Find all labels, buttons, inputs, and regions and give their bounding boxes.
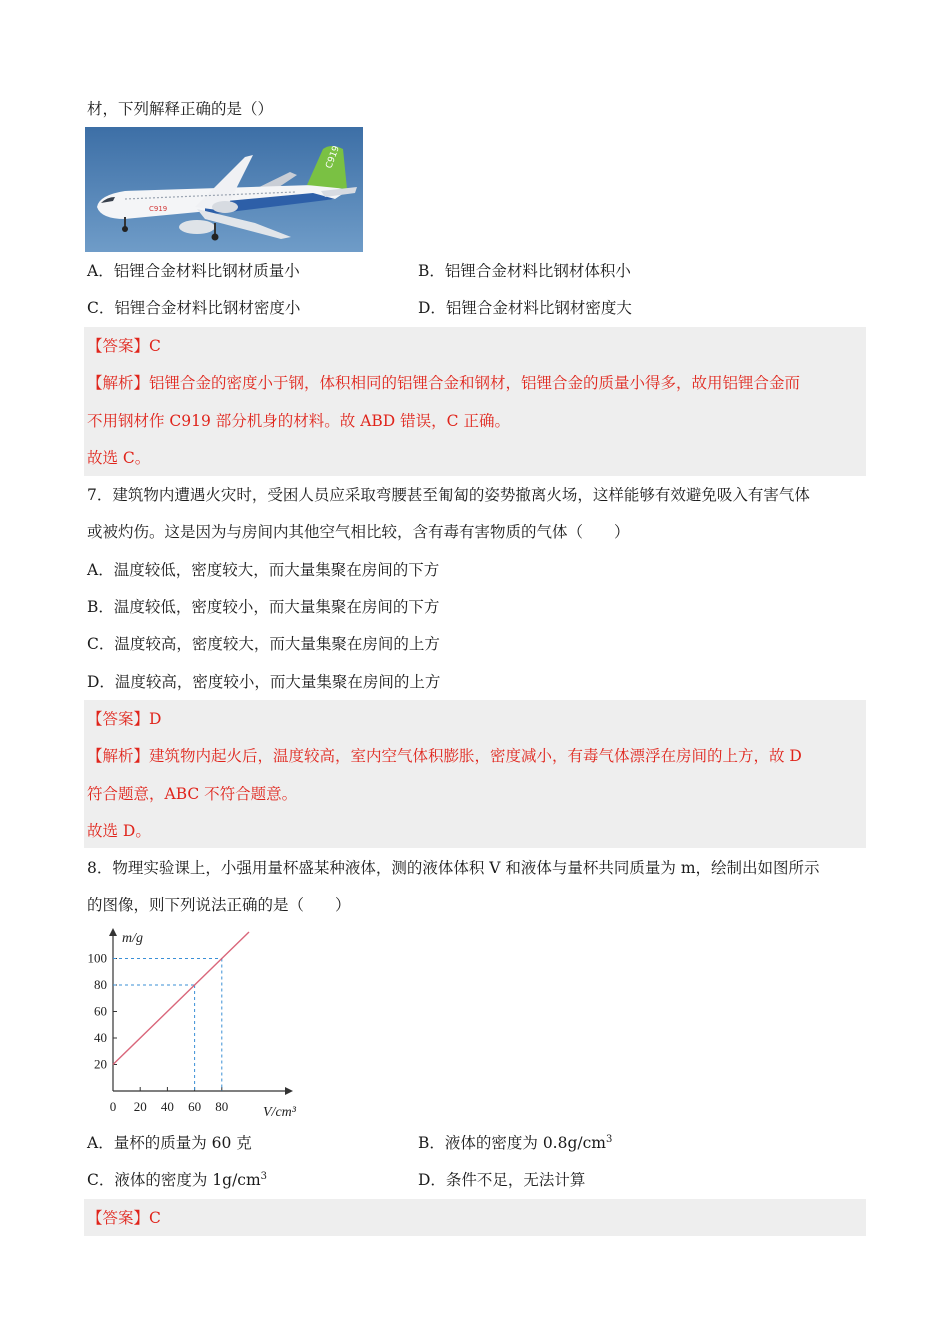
q7-option-b[interactable]: B．温度较低，密度较小，而大量集聚在房间的下方 — [87, 598, 440, 616]
q7-stem-line-1: 7．建筑物内遭遇火灾时，受困人员应采取弯腰甚至匍匐的姿势撤离火场，这样能够有效避免吸入有害气体 — [87, 486, 810, 504]
q7-answer-box — [84, 700, 866, 848]
q7-option-a[interactable]: A．温度较低，密度较大，而大量集聚在房间的下方 — [87, 561, 440, 579]
q6-analysis-line-2: 不用钢材作 C919 部分机身的材料。故 ABD 错误，C 正确。 — [87, 412, 510, 430]
y-axis-label: m/g — [122, 931, 143, 946]
q7-analysis-line-2: 符合题意，ABC 不符合题意。 — [87, 785, 298, 803]
y-tick-label: 80 — [94, 977, 107, 992]
q6-option-a[interactable]: A．铝锂合金材料比钢材质量小 — [87, 262, 300, 280]
x-tick-label: 0 — [109, 1099, 117, 1114]
y-tick-label: 40 — [94, 1030, 107, 1045]
y-tick-label: 60 — [94, 1003, 107, 1019]
y-tick-label: 20 — [94, 1056, 107, 1072]
y-tick-label: 100 — [87, 950, 107, 966]
q8-answer: 【答案】C — [87, 1209, 161, 1227]
q6-option-c[interactable]: C．铝锂合金材料比钢材密度小 — [87, 299, 301, 317]
q8-stem-line-1: 8．物理实验课上，小强用量杯盛某种液体，测的液体体积 V 和液体与量杯共同质量为 m，绘制出如图所示 — [87, 859, 820, 877]
q7-option-c[interactable]: C．温度较高，密度较大，而大量集聚在房间的上方 — [87, 635, 440, 653]
q8-option-d[interactable]: D．条件不足，无法计算 — [418, 1171, 586, 1189]
q6-option-b[interactable]: B．铝锂合金材料比钢材体积小 — [418, 262, 631, 280]
q6-answer-box — [84, 327, 866, 476]
q6-conclusion: 故选 C。 — [87, 449, 151, 467]
q6-stem-tail: 材，下列解释正确的是（） — [87, 100, 274, 118]
q8-stem-line-2: 的图像，则下列说法正确的是（ ） — [87, 896, 351, 914]
x-tick-label: 60 — [188, 1099, 202, 1114]
x-tick-label: 80 — [215, 1099, 229, 1114]
series-line — [113, 932, 249, 1065]
x-axis-arrow — [285, 1087, 293, 1095]
q8-option-b-text: B．液体的密度为 0.8g/cm — [418, 1134, 606, 1152]
q6-option-d[interactable]: D．铝锂合金材料比钢材密度大 — [418, 299, 632, 317]
q8-option-b[interactable] — [418, 1132, 612, 1154]
x-tick-label: 20 — [133, 1099, 147, 1114]
q8-option-c[interactable] — [87, 1169, 267, 1191]
q8-option-c-text: C．液体的密度为 1g/cm — [87, 1171, 261, 1189]
q8-option-a[interactable]: A．量杯的质量为 60 克 — [87, 1134, 252, 1152]
q8-option-b-sup: 3 — [606, 1133, 613, 1145]
x-axis-label: V/cm³ — [263, 1105, 296, 1120]
q7-option-d[interactable]: D．温度较高，密度较小，而大量集聚在房间的上方 — [87, 673, 441, 691]
q6-analysis-line-1: 【解析】铝锂合金的密度小于钢，体积相同的铝锂合金和钢材，铝锂合金的质量小得多，故用铝锂合金而 — [87, 374, 801, 392]
q8-answer-box — [84, 1199, 866, 1236]
q7-conclusion: 故选 D。 — [87, 822, 151, 840]
mass-volume-chart — [80, 922, 320, 1122]
tail-text: C919 — [324, 144, 342, 171]
c919-airplane-photo — [85, 127, 363, 252]
q7-analysis-line-1: 【解析】建筑物内起火后，温度较高，室内空气体积膨胀，密度减小，有毒气体漂浮在房间的上方，故 D — [87, 747, 802, 765]
x-tick-label: 40 — [160, 1099, 174, 1114]
y-axis-arrow — [109, 928, 117, 936]
q7-stem-line-2: 或被灼伤。这是因为与房间内其他空气相比较，含有毒有害物质的气体（ ） — [87, 523, 630, 541]
q8-option-c-sup: 3 — [260, 1170, 268, 1182]
q7-answer: 【答案】D — [87, 710, 162, 728]
fuselage-text: C919 — [149, 205, 168, 213]
q6-answer: 【答案】C — [87, 337, 161, 355]
